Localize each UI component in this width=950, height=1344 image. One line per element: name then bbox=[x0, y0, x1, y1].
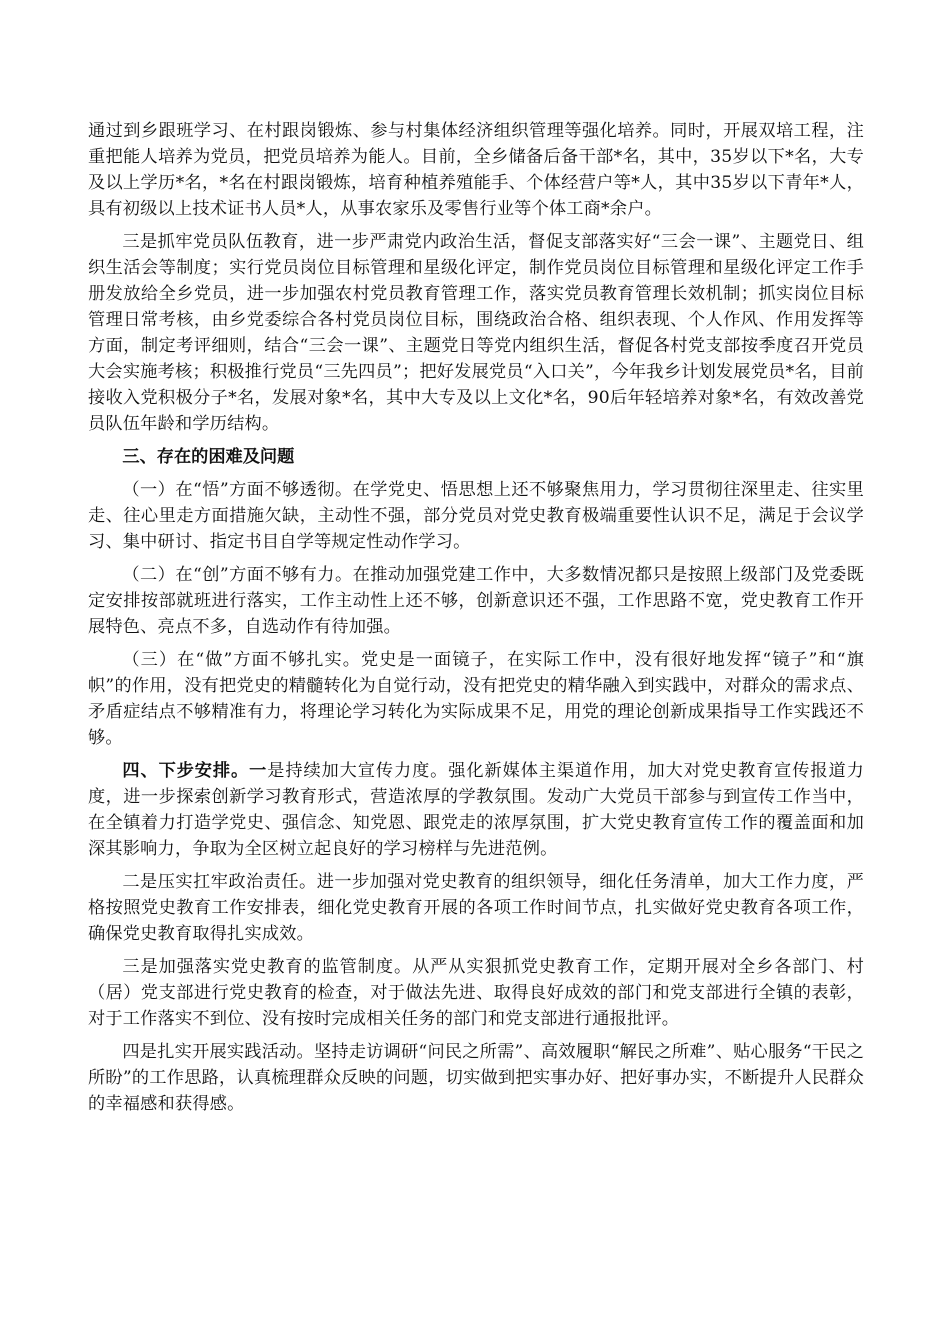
next-steps-text: 是持续加大宣传力度。强化新媒体主渠道作用，加大对党史教育宣传报道力度，进一步探索创新学习教育形式，营造浓厚的学教氛围。发动广大党员干部参与到宣传工作当中，在全镇着力打造学党史、强信念、知党恩、跟党走的浓厚氛围，扩大党史教育宣传工作的覆盖面和加深其影响力，争取为全区树立起良好的学习榜样与先进范例。 bbox=[88, 761, 864, 859]
paragraph-step-2: 二是压实扛牢政治责任。进一步加强对党史教育的组织领导，细化任务清单，加大工作力度，严格按照党史教育工作安排表，细化党史教育开展的各项工作时间节点，扎实做好党史教育各项工作，确保党史教育取得扎实成效。 bbox=[88, 872, 864, 944]
paragraph-problem-1: （一）在“悟”方面不够透彻。在学党史、悟思想上还不够聚焦用力，学习贯彻往深里走、往实里走、往心里走方面措施欠缺，主动性不强，部分党员对党史教育极端重要性认识不足，满足于会议学习、集中研讨、指定书目自学等规定性动作学习。 bbox=[88, 480, 864, 552]
paragraph-step-4: 四是扎实开展实践活动。坚持走访调研“问民之所需”、高效履职“解民之所难”、贴心服务“干民之所盼”的工作思路，认真梳理群众反映的问题，切实做到把实事办好、把好事办实，不断提升人民群众的幸福感和获得感。 bbox=[88, 1042, 864, 1114]
section-heading-problems: 三、存在的困难及问题 bbox=[122, 447, 295, 467]
paragraph-next-steps bbox=[88, 758, 864, 862]
paragraph-problem-3: （三）在“做”方面不够扎实。党史是一面镜子，在实际工作中，没有很好地发挥“镜子”和“旗帜”的作用，没有把党史的精髓转化为自觉行动，没有把党史的精华融入到实践中，对群众的需求点、矛盾症结点不够精准有力，将理论学习转化为实际成果不足，用党的理论创新成果指导工作实践还不够。 bbox=[88, 650, 864, 748]
document-page bbox=[88, 118, 864, 1124]
paragraph-member-education: 三是抓牢党员队伍教育，进一步严肃党内政治生活，督促支部落实好“三会一课”、主题党日、组织生活会等制度；实行党员岗位目标管理和星级化评定，制作党员岗位目标管理和星级化评定工作手册发放给全乡党员，进一步加强农村党员教育管理工作，落实党员教育管理长效机制；抓实岗位目标管理日常考核，由乡党委综合各村党员岗位目标，围绕政治合格、组织表现、个人作风、作用发挥等方面，制定考评细则，结合“三会一课”、主题党日等党内组织生活，督促各村党支部按季度召开党员大会实施考核；积极推行党员“三先四员”；把好发展党员“入口关”，今年我乡计划发展党员*名，目前接收入党积极分子*名，发展对象*名，其中大专及以上文化*名，90后年轻培养对象*名，有效改善党员队伍年龄和学历结构。 bbox=[88, 232, 864, 434]
section-heading-next-steps: 四、下步安排。一 bbox=[122, 761, 268, 781]
paragraph-training: 通过到乡跟班学习、在村跟岗锻炼、参与村集体经济组织管理等强化培养。同时，开展双培工程，注重把能人培养为党员，把党员培养为能人。目前，全乡储备后备干部*名，其中，35岁以下*名，大专及以上学历*名，*名在村跟岗锻炼，培育种植养殖能手、个体经营户等*人，其中35岁以下青年*人，具有初级以上技术证书人员*人，从事农家乐及零售行业等个体工商*余户。 bbox=[88, 121, 864, 219]
paragraph-problem-2: （二）在“创”方面不够有力。在推动加强党建工作中，大多数情况都只是按照上级部门及党委既定安排按部就班进行落实，工作主动性上还不够，创新意识还不强，工作思路不宽，党史教育工作开展特色、亮点不多，自选动作有待加强。 bbox=[88, 565, 864, 637]
paragraph-step-3: 三是加强落实党史教育的监管制度。从严从实狠抓党史教育工作，定期开展对全乡各部门、村（居）党支部进行党史教育的检查，对于做法先进、取得良好成效的部门和党支部进行全镇的表彰，对于工作落实不到位、没有按时完成相关任务的部门和党支部进行通报批评。 bbox=[88, 957, 864, 1029]
